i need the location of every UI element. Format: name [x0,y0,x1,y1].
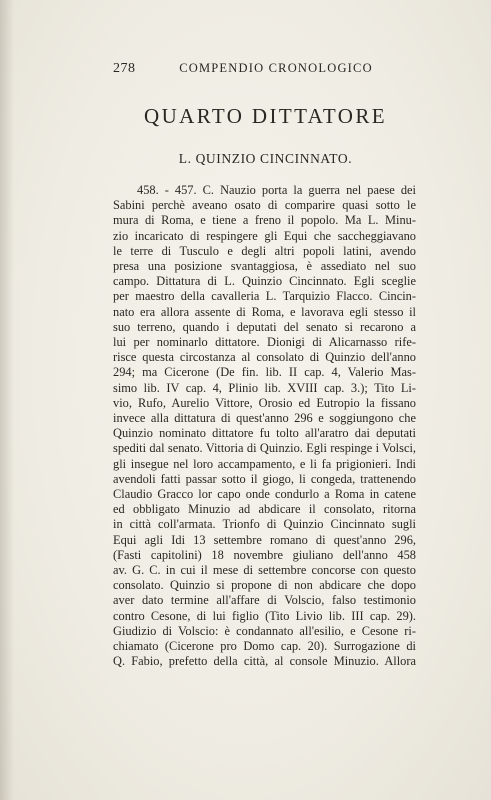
text-line: campo. Dittatura di L. Quinzio Cincinnato. Egli sceglie [113,274,416,289]
text-line: Sabini perchè aveano osato di comparire quasi sotto le [113,198,416,213]
text-line: (Fasti capitolini) 18 novembre giuliano dell'anno 458 [113,547,416,562]
text-line: ed obbligato Minuzio ad abdicare il consolato, ritorna [113,502,416,517]
text-line: Q. Fabio, prefetto della città, al console Minuzio. Allora [113,654,416,669]
text-line: vio, Rufo, Aurelio Vittore, Orosio ed Eutropio la fissano [113,395,416,410]
text-line: Giudizio di Volscio: è condannato all'esilio, e Cesone ri- [113,623,416,638]
text-line: consolato. Quinzio si propone di non abdicare che dopo [113,578,416,593]
text-line: 458. - 457. C. Nauzio porta la guerra nel paese dei [137,183,416,197]
text-line: contro Cesone, di lui figlio (Tito Livio lib. III cap. 29). [113,608,416,623]
text-line: simo lib. IV cap. 4, Plinio lib. XVIII cap. 3.); Tito Li- [113,380,416,395]
text-line: 294; ma Cicerone (De fin. lib. II cap. 4, Valerio Mas- [113,365,416,380]
text-line: Claudio Gracco lor capo onde condurlo a Roma in catene [113,487,416,502]
body-text [113,183,416,670]
text-line: invece alla dittatura di quest'anno 296 e soggiungono che [113,411,416,426]
text-line: gli insegue nel loro accampamento, e li fa prigionieri. Indi [113,456,416,471]
text-line: zio incaricato di respingere gli Equi che saccheggiavano [113,228,416,243]
text-line: av. G. C. in cui il mese di settembre concorse con questo [113,563,416,578]
text-line: in città coll'armata. Trionfo di Quinzio Cincinnato sugli [113,517,416,532]
text-line: Quinzio nominato dittatore fu tolto all'aratro dai deputati [113,426,416,441]
text-line: lui per nominarlo dittatore. Dionigi di Alicarnasso rife- [113,335,416,350]
page-number: 278 [113,61,136,76]
text-line: nato era allora assente di Roma, e lavorava egli stesso il [113,304,416,319]
running-head [113,61,409,83]
text-line: risce questa circostanza al consolato di Quinzio dell'anno [113,350,416,365]
text-line: chiamato (Cicerone pro Domo cap. 20). Surrogazione di [113,639,416,654]
text-line: per maestro della cavalleria L. Tarquizio Flacco. Cincin- [113,289,416,304]
text-line: presa una posizione svantaggiosa, è assediato nel suo [113,259,416,274]
subtitle: L. QUINZIO CINCINNATO. [178,151,353,166]
text-line: avendoli fatti passar sotto il giogo, li congeda, trattenendo [113,471,416,486]
text-line: mura di Roma, e tiene a freno il popolo. Ma L. Minu- [113,213,416,228]
text-line: spediti dal senato. Vittoria di Quinzio. Egli respinge i Volsci, [113,441,416,456]
text-line: aver dato termine all'affare di Volscio, falso testimonio [113,593,416,608]
text-line: le terre di Tusculo e degli altri popoli latini, avendo [113,243,416,258]
text-line: suo terreno, quando i deputati del senato si recarono a [113,319,416,334]
text-line: Equi agli Idi 13 settembre romano di quest'anno 296, [113,532,416,547]
running-title: COMPENDIO CRONOLOGICO [179,61,373,75]
chapter-title: QUARTO DITTATORE [144,104,387,128]
